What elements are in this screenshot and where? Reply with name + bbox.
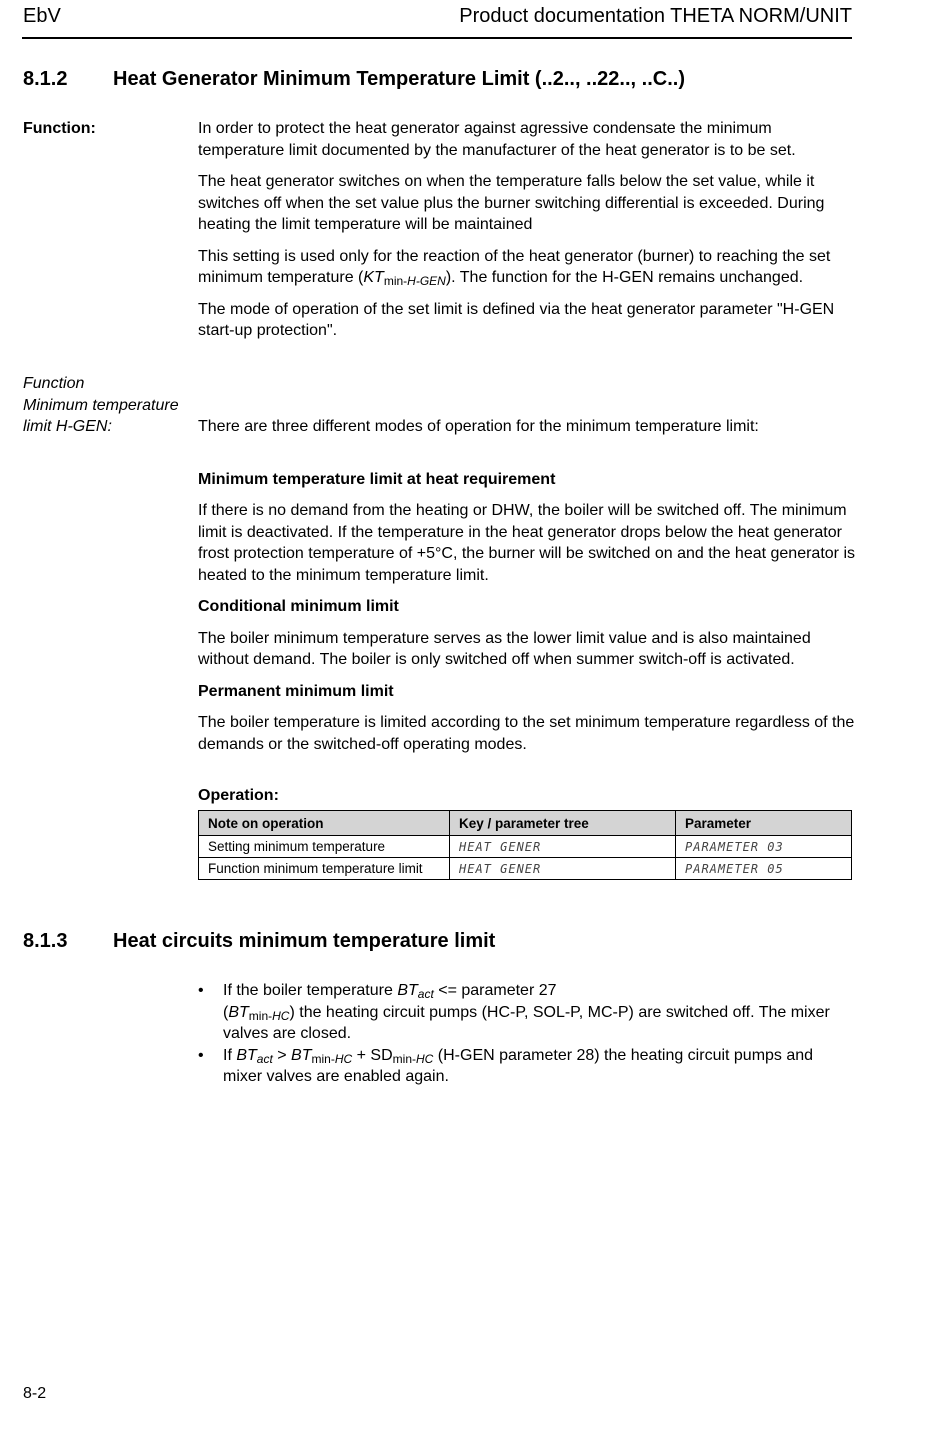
table-row (199, 858, 852, 880)
section-heading-8-1-3 (23, 930, 853, 956)
min-limit-label: Function Minimum temperature limit H-GEN: (23, 375, 179, 435)
section-title: Heat circuits minimum temperature limit (113, 930, 496, 952)
list-item: • If $BT_{act} > BT_{min-HC} + SD_{min-HC}$ (H-GEN parameter 28) the heating circuit pumps and mixer valves are enabled again. (198, 1046, 814, 1085)
mode-3-title: Permanent minimum limit (198, 682, 394, 700)
mode-2-title: Conditional minimum limit (198, 598, 399, 615)
mode-2-text: The boiler minimum temperature serves as the lower limit value and is also maintained without demand. The boiler is only switched off when summer switch-off is activated. (198, 629, 811, 668)
function-paragraph: The mode of operation of the set limit is defined via the heat generator parameter "H-GEN start-up protection". (198, 300, 835, 339)
function-paragraph: This setting is used only for the reaction of the heat generator (burner) to reaching the set minimum temperature $(KT_{min-H-GEN})$. The function for the H-GEN remains unchanged. (198, 247, 831, 288)
min-limit-text (198, 416, 858, 755)
list-item: • If the boiler temperature $BT_{act}$ <= parameter 27 $(BT_{min-HC})$ the heating circuit pumps (HC-P, SOL-P, MC-P) are switched off. The mixer valves are closed. (198, 982, 830, 1042)
function-paragraph: The heat generator switches on when the temperature falls below the set value, while it switches off when the set value plus the burner switching differential is exceeded. During heating the limit temperature will be maintained (198, 173, 825, 233)
section-number: 8.1.3 (23, 930, 68, 952)
function-label: Function: (23, 120, 96, 137)
function-text (198, 118, 858, 342)
table-cell-lcd: HEAT GENER (450, 836, 676, 858)
section-heading-8-1-2 (23, 68, 853, 94)
table-header-row (199, 811, 852, 836)
header-rule (22, 37, 852, 39)
section-title: Heat Generator Minimum Temperature Limit (..2.., ..22.., ..C..) (113, 68, 685, 90)
table-cell-lcd: HEAT GENER (450, 858, 676, 880)
table-cell-lcd: PARAMETER 05 (676, 858, 852, 880)
function-paragraph: In order to protect the heat generator against agressive condensate the minimum temperature limit documented by the manufacturer of the heat generator is to be set. (198, 120, 796, 159)
table-header-cell: Key / parameter tree (450, 811, 676, 836)
min-limit-intro: There are three different modes of operation for the minimum temperature limit: (198, 418, 759, 435)
table-cell-lcd: PARAMETER 03 (676, 836, 852, 858)
table-header-cell: Note on operation (199, 811, 450, 836)
table-row (199, 836, 852, 858)
operation-label: Operation: (198, 787, 279, 804)
operation-table (198, 810, 852, 880)
table-cell: Function minimum temperature limit (199, 858, 450, 880)
header-left: EbV (23, 5, 61, 27)
section-8-1-3-body (198, 980, 853, 1088)
section-number: 8.1.2 (23, 68, 68, 90)
mode-1-title: Minimum temperature limit at heat requirement (198, 470, 556, 488)
bullet-list (198, 980, 853, 1088)
mode-3-text: The boiler temperature is limited according to the set minimum temperature regardless of the demands or the switched-off operating modes. (198, 714, 855, 753)
mode-1-text: If there is no demand from the heating or DHW, the boiler will be switched off. The minimum limit is deactivated. If the temperature in the heat generator drops below the heat generator frost protection temperature of +5°C, the burner will be switched on and the heat generator is heated to the minimum temperature limit. (198, 502, 855, 584)
bullet-icon: • (198, 1046, 204, 1064)
header-right: Product documentation THETA NORM/UNIT (459, 5, 852, 27)
table-cell: Setting minimum temperature (199, 836, 450, 858)
page-number: 8-2 (23, 1385, 47, 1402)
table-header-cell: Parameter (676, 811, 852, 836)
bullet-icon: • (198, 982, 204, 999)
